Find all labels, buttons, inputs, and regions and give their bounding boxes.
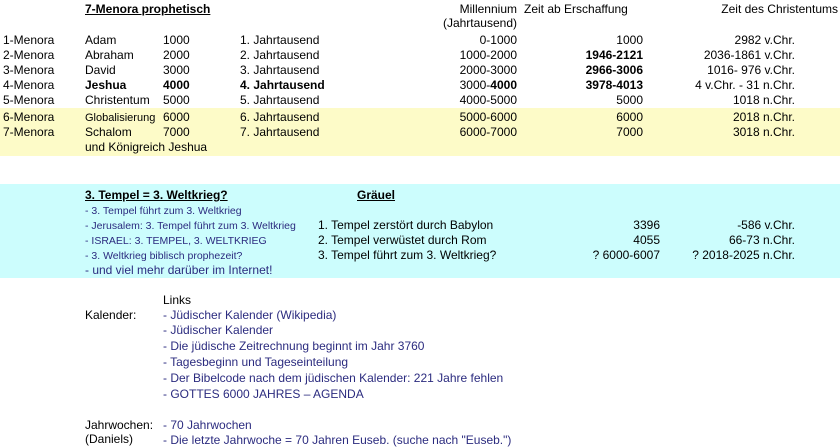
graeuel-row-datum: -586 v.Chr. [737, 218, 795, 232]
table-cell-erschaffung: 2966-3006 [585, 63, 643, 77]
tempel-section-title: 3. Tempel = 3. Weltkrieg? [85, 188, 228, 202]
table-cell-millennium: 3000-4000 [459, 78, 517, 92]
table-cell-millennium: 4000-5000 [459, 93, 517, 107]
table-cell-christentum: 2036-1861 v.Chr. [703, 48, 795, 62]
graeuel-row-datum: 66-73 n.Chr. [728, 233, 795, 247]
table-row: 5-Menora [3, 93, 55, 107]
kalender-label: Kalender: [85, 308, 137, 322]
kalender-link-1[interactable]: - Jüdischer Kalender (Wikipedia) [163, 308, 337, 322]
table-cell-christentum: 2982 v.Chr. [734, 33, 795, 47]
table-cell-christentum: 4 v.Chr. - 31 n.Chr. [695, 78, 795, 92]
kalender-link-5[interactable]: - Der Bibelcode nach dem jüdischen Kalender: 221 Jahre fehlen [163, 371, 504, 385]
table-cell-name: Jeshua [85, 78, 127, 92]
table-cell-jahr: 5000 [163, 93, 190, 107]
table-cell-erschaffung: 1000 [616, 33, 643, 47]
table-cell-jahrtausend: 6. Jahrtausend [240, 110, 320, 124]
kalender-link-6[interactable]: - GOTTES 6000 JAHRES – AGENDA [163, 387, 364, 401]
table-cell-name: Abraham [85, 48, 134, 62]
tempel-footer-link[interactable]: - und viel mehr darüber im Internet! [85, 263, 273, 277]
table-cell-jahrtausend: 1. Jahrtausend [240, 33, 320, 47]
table-cell-jahr: 1000 [163, 33, 190, 47]
header-millennium-line2: (Jahrtausend) [442, 16, 517, 30]
menora-table-title: 7-Menora prophetisch [85, 2, 211, 16]
tempel-link-3[interactable]: - ISRAEL: 3. TEMPEL, 3. WELTKRIEG [85, 235, 267, 247]
kalender-link-2[interactable]: - Jüdischer Kalender [163, 323, 274, 337]
kalender-link-4[interactable]: - Tagesbeginn und Tageseinteilung [163, 355, 349, 369]
header-zeit-ab-erschaffung: Zeit ab Erschaffung [524, 2, 628, 16]
table-cell-name: David [85, 63, 116, 77]
table-cell-jahrtausend: 5. Jahrtausend [240, 93, 320, 107]
tempel-link-2[interactable]: - Jerusalem: 3. Tempel führt zum 3. Weltkrieg [85, 220, 296, 232]
table-cell-christentum: 1016- 976 v.Chr. [707, 63, 795, 77]
table-row: 3-Menora [3, 63, 55, 77]
table-cell-erschaffung: 6000 [616, 110, 643, 124]
table-cell-erschaffung: 3978-4013 [585, 78, 643, 92]
kalender-link-3[interactable]: - Die jüdische Zeitrechnung beginnt im Jahr 3760 [163, 339, 425, 353]
jahrwochen-label-line2: (Daniels) [85, 432, 134, 446]
jahrwochen-link-1[interactable]: - 70 Jahrwochen [163, 418, 252, 432]
table-cell-christentum: 2018 n.Chr. [732, 110, 795, 124]
table-cell-jahr: 7000 [163, 125, 190, 139]
table-cell-millennium: 5000-6000 [459, 110, 517, 124]
table-row: 7-Menora [3, 125, 55, 139]
table-cell-erschaffung: 7000 [616, 125, 643, 139]
table-cell-name: Globalisierung [85, 112, 156, 124]
table-cell-name: Adam [85, 33, 117, 47]
table-cell-jahrtausend: 4. Jahrtausend [240, 78, 325, 92]
table-cell-millennium: 1000-2000 [459, 48, 517, 62]
links-heading: Links [163, 293, 192, 307]
graeuel-row-text: 3. Tempel führt zum 3. Weltkrieg? [318, 248, 497, 262]
jahrwochen-link-2[interactable]: - Die letzte Jahrwoche = 70 Jahren Euseb. (suche nach "Euseb.") [163, 433, 512, 447]
table-cell-christentum: 3018 n.Chr. [732, 125, 795, 139]
header-millennium-line1: Millennium [459, 2, 517, 16]
table-row: 4-Menora [3, 78, 55, 92]
jahrwochen-label-line1: Jahrwochen: [85, 418, 154, 432]
table-cell-name: Christentum [85, 93, 150, 107]
graeuel-title: Gräuel [357, 188, 396, 202]
table-cell-jahr: 3000 [163, 63, 190, 77]
table-cell-millennium: 2000-3000 [459, 63, 517, 77]
table-cell-jahr: 2000 [163, 48, 190, 62]
tempel-link-1[interactable]: - 3. Tempel führt zum 3. Weltkrieg [85, 205, 242, 217]
table-row: 2-Menora [3, 48, 55, 62]
table-cell-jahrtausend: 2. Jahrtausend [240, 48, 320, 62]
graeuel-row-text: 2. Tempel verwüstet durch Rom [318, 233, 487, 247]
graeuel-row-datum: ? 2018-2025 n.Chr. [692, 248, 795, 262]
table-cell-jahrtausend: 7. Jahrtausend [240, 125, 320, 139]
table-cell-erschaffung: 5000 [616, 93, 643, 107]
graeuel-row-jahr: 4055 [633, 233, 660, 247]
tempel-link-4[interactable]: - 3. Weltkrieg biblisch prophezeit? [85, 250, 243, 262]
graeuel-row-jahr: ? 6000-6007 [592, 248, 660, 262]
table-cell-jahrtausend: 3. Jahrtausend [240, 63, 320, 77]
table-cell-row7-extra: und Königreich Jeshua [85, 140, 208, 154]
table-cell-erschaffung: 1946-2121 [585, 48, 643, 62]
table-cell-millennium: 0-1000 [479, 33, 517, 47]
table-cell-jahr: 6000 [163, 110, 190, 124]
table-cell-millennium: 6000-7000 [459, 125, 517, 139]
table-cell-name: Schalom [85, 125, 132, 139]
table-row: 6-Menora [3, 110, 55, 124]
graeuel-row-jahr: 3396 [633, 218, 660, 232]
header-zeit-des-christentums: Zeit des Christentums [721, 2, 838, 16]
graeuel-row-text: 1. Tempel zerstört durch Babylon [318, 218, 494, 232]
table-cell-jahr: 4000 [163, 78, 190, 92]
table-row: 1-Menora [3, 33, 55, 47]
table-cell-christentum: 1018 n.Chr. [732, 93, 795, 107]
